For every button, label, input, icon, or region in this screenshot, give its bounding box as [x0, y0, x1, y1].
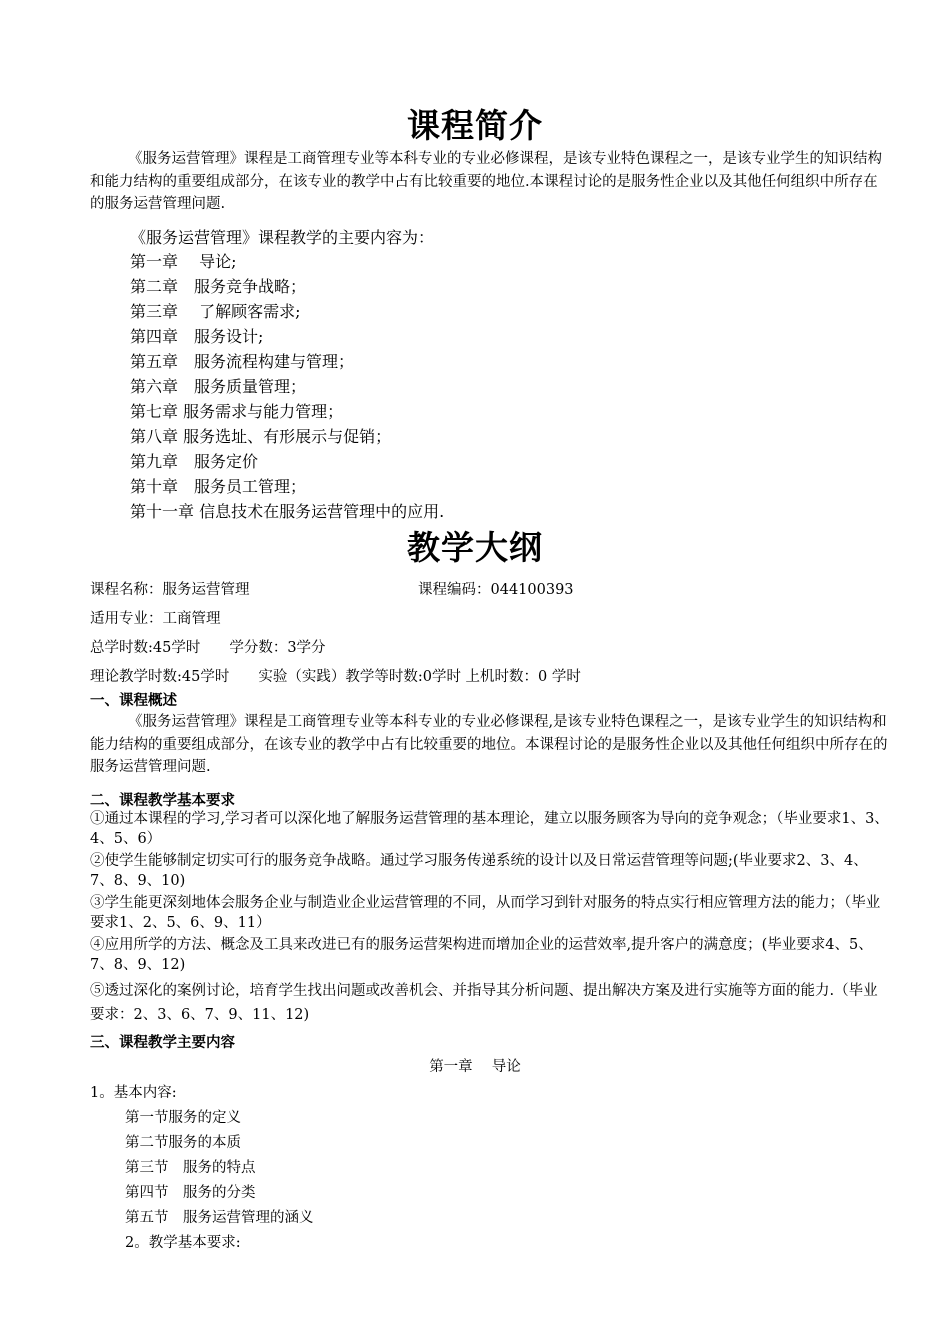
- chapter-item: 第十一章 信息技术在服务运营管理中的应用.: [130, 502, 445, 521]
- syllabus-title: 教学大纲: [407, 528, 543, 567]
- contents-lead: 《服务运营管理》课程教学的主要内容为：: [130, 228, 435, 247]
- course-name: 课程名称：服务运营管理: [90, 582, 250, 598]
- chapter-item: 第三章 了解顾客需求;: [130, 302, 301, 321]
- chapter-item: 第七章 服务需求与能力管理；: [130, 402, 344, 421]
- chapter-item: 第九章 服务定价: [130, 452, 259, 471]
- applicable-major: 适用专业：工商管理: [90, 611, 221, 627]
- section-item: 第一节服务的定义: [125, 1110, 241, 1126]
- chapter-item: 第八章 服务选址、有形展示与促销；: [130, 427, 392, 446]
- chapter-item: 第四章 服务设计;: [130, 327, 264, 346]
- basic-content-label: 1。基本内容:: [90, 1085, 177, 1101]
- intro-paragraph: [90, 148, 890, 216]
- intro-paragraph-text: 《服务运营管理》课程是工商管理专业等本科专业的专业必修课程，是该专业特色课程之一，是该专业学生的知识结构和能力结构的重要组成部分，在该专业的教学中占有比较重要的地位.本课程讨论的是服务性企业以及其他任何组织中所存在的服务运营管理问题.: [90, 151, 882, 212]
- course-code: 课程编码：044100393: [418, 582, 574, 598]
- hours-detail: 理论教学时数:45学时 实验（实践）教学等时数:0学时 上机时数：0 学时: [90, 669, 581, 685]
- hours-credits: 总学时数:45学时 学分数：3学分: [90, 640, 326, 656]
- section-item: 第五节 服务运营管理的涵义: [125, 1210, 314, 1226]
- section-heading: 一、课程概述: [90, 693, 177, 709]
- chapter-item: 第十章 服务员工管理；: [130, 477, 307, 496]
- chapter-item: 第五章 服务流程构建与管理；: [130, 352, 355, 371]
- intro-title: 课程简介: [407, 106, 543, 145]
- chapter-item: 第二章 服务竞争战略；: [130, 277, 307, 296]
- requirement-item: ④应用所学的方法、概念及工具来改进已有的服务运营架构进而增加企业的运营效率,提升客户的满意度；(毕业要求4、5、7、8、9、12): [90, 937, 873, 973]
- requirement-item: ⑤透过深化的案例讨论，培育学生找出问题或改善机会、并指导其分析问题、提出解决方案及进行实施等方面的能力.（毕业要求：2、3、6、7、9、11、12): [90, 983, 878, 1023]
- section-heading: 二、课程教学基本要求: [90, 793, 235, 809]
- section-item: 第三节 服务的特点: [125, 1160, 256, 1176]
- requirement-item: ③学生能更深刻地体会服务企业与制造业企业运营管理的不同，从而学习到针对服务的特点实行相应管理方法的能力；（毕业要求1、2、5、6、9、11）: [90, 895, 881, 931]
- teaching-requirement-label: 2。教学基本要求:: [125, 1235, 241, 1251]
- overview-paragraph-text: 《服务运营管理》课程是工商管理专业等本科专业的专业必修课程,是该专业特色课程之一，是该专业学生的知识结构和能力结构的重要组成部分，在该专业的教学中占有比较重要的地位。本课程讨论的是服务性企业以及其他任何组织中所存在的服务运营管理问题.: [90, 714, 888, 775]
- section-item: 第四节 服务的分类: [125, 1185, 256, 1201]
- chapter-title: 第一章 导论: [429, 1059, 521, 1075]
- requirement-item: ①通过本课程的学习,学习者可以深化地了解服务运营管理的基本理论，建立以服务顾客为导向的竞争观念；（毕业要求1、3、4、5、6）: [90, 811, 889, 847]
- chapter-item: 第六章 服务质量管理；: [130, 377, 307, 396]
- requirement-item: ②使学生能够制定切实可行的服务竞争战略。通过学习服务传递系统的设计以及日常运营管理等问题;(毕业要求2、3、4、7、8、9、10): [90, 853, 868, 889]
- section-heading: 三、课程教学主要内容: [90, 1035, 235, 1051]
- chapter-item: 第一章 导论;: [130, 252, 237, 271]
- overview-paragraph: [90, 711, 890, 779]
- section-item: 第二节服务的本质: [125, 1135, 241, 1151]
